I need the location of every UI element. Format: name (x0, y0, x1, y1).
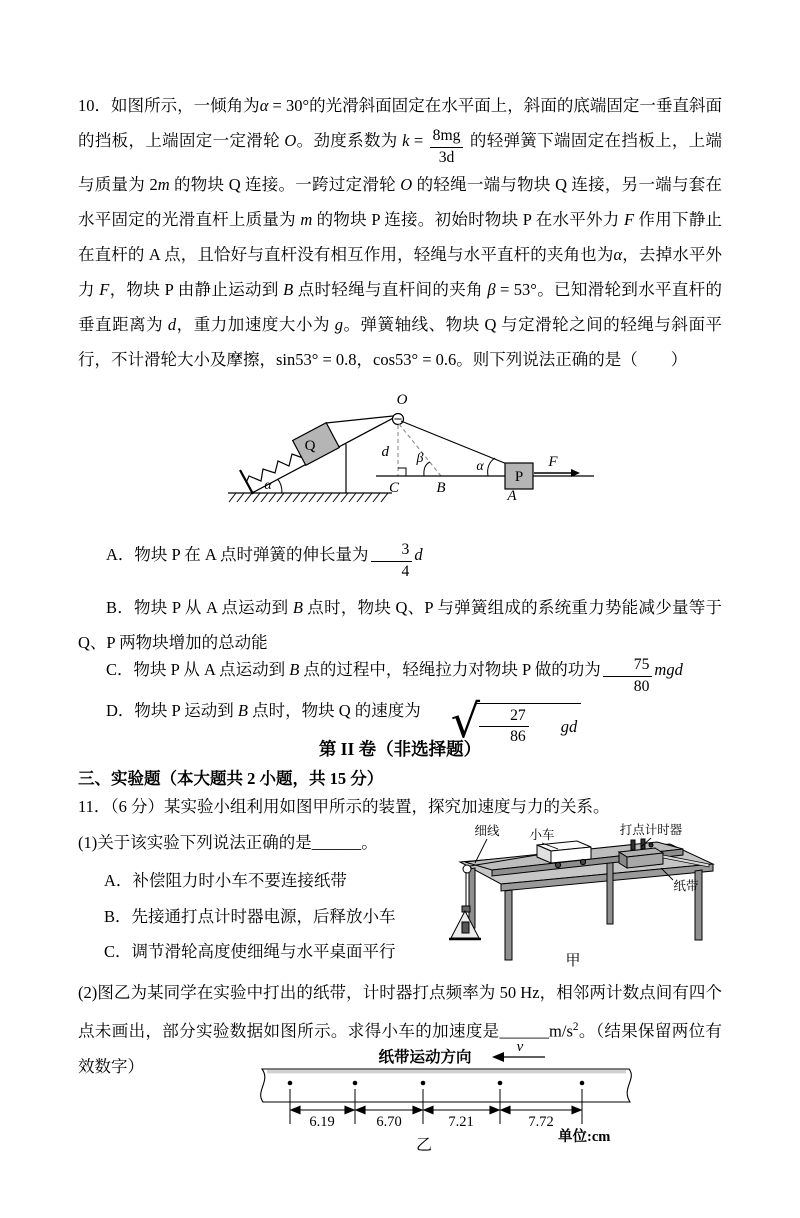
figure-jia-caption: 甲 (565, 953, 581, 969)
beta-label: β (416, 451, 424, 466)
velocity-label: v (516, 1039, 524, 1055)
q11-apparatus-figure (425, 812, 725, 972)
q11-part1: (1)关于该实验下列说法正确的是______。 (78, 833, 378, 852)
interval-2: 6.70 (376, 1114, 402, 1130)
hanging-weight (449, 906, 481, 939)
question-10-figure (0, 388, 800, 528)
q10-option-c: C．物块 P 从 A 点运动到 B 点的过程中，轻绳拉力对物块 P 做的功为 $\frac{75}{80}$ mgd (106, 656, 683, 695)
block-q-label: Q (304, 438, 316, 454)
part-ii-title: 第 II 卷（非选择题） (318, 739, 482, 759)
q10-option-a: A．物块 P 在 A 点时弹簧的伸长量为 $\frac{3}{4}$ d (106, 541, 423, 580)
spring (246, 451, 307, 483)
block-p-label: P (514, 469, 524, 485)
question-11-intro: 11．（6 分）某实验小组利用如图甲所示的装置，探究加速度与力的关系。 (78, 797, 610, 816)
thin-string-label: 细线 (474, 824, 500, 838)
section-3-title: 三、实验题（本大题共 2 小题，共 15 分） (78, 769, 384, 788)
rope-q-to-pulley (326, 416, 393, 423)
alpha-arc-base (278, 479, 283, 493)
timer-label: 打点计时器 (619, 823, 683, 837)
alpha-arc-rod (488, 458, 495, 476)
right-angle-mark (398, 468, 406, 476)
point-a-label: A (507, 488, 517, 504)
q10-option-d: D．物块 P 运动到 B 点时，物块 Q 的速度为 √ $\frac{27}{86}$ gd (78, 693, 722, 747)
beta-arc (424, 462, 430, 476)
q11-option-a: A．补偿阻力时小车不要连接纸带 (104, 871, 347, 890)
pulley-label: O (396, 392, 408, 408)
q11-tape-figure (0, 1038, 800, 1163)
alpha-rod-label: α (476, 459, 484, 474)
distance-d-label: d (381, 444, 389, 460)
figure-yi-caption: 乙 (415, 1137, 433, 1154)
q10-option-b: B．物块 P 从 A 点运动到 B 点时，物块 Q、P 与弹簧组成的系统重力势能减少量等于 Q、P 两物块增加的总动能 (78, 598, 723, 652)
tape-label: 纸带 (673, 879, 699, 893)
pulley-small (463, 865, 471, 873)
tape-outline (261, 1069, 632, 1102)
pulley (393, 414, 404, 425)
point-c-label: C (388, 480, 400, 496)
unit-label: 单位:cm (558, 1129, 611, 1145)
q11-part2: (2)图乙为某同学在实验中打出的纸带，计时器打点频率为 50 Hz，相邻两计数点间有四个点未画出，部分实验数据如图所示。求得小车的加速度是$\_\_\_\_\_\_m/s^2$。（结果保留两位有效数字） (78, 983, 723, 1076)
force-f-label: F (548, 454, 558, 470)
interval-3: 7.21 (448, 1114, 474, 1130)
tape-direction-label: 纸带运动方向 (378, 1049, 472, 1066)
point-b-label: B (436, 480, 446, 496)
interval-arrows (291, 1106, 581, 1113)
cart-label: 小车 (529, 828, 555, 842)
question-10-text: 10．如图所示，一倾角为α = 30°的光滑斜面固定在水平面上，斜面的底端固定一垂直斜面的挡板，上端固定一定滑轮 O。劲度系数为 k = $\frac{8mg}{3d}$ 的轻弹簧下端固定在挡板上，上端与质量为 2m 的物块 Q 连接。一跨过定滑轮 O 的轻绳一端与物块 Q 连接，另一端与套在水平固定的光滑直杆上质量为 m 的物块 P 连接。初始时物块 P 在水平外力 F 作用下静止在直杆的 A 点，且恰好与直杆没有相互作用，轻绳与水平直杆的夹角也为α，去掉水平外力 F，物块 P 由静止运动到 B 点时轻绳与直杆间的夹角 β = 53°。已知滑轮到水平直杆的垂直距离为 d，重力加速度大小为 g。弹簧轴线、物块 Q 与定滑轮之间的轻绳与斜面平行，不计滑轮大小及摩擦，sin53° = 0.8，cos53° = 0.6。则下列说法正确的是（ ） (78, 96, 723, 370)
interval-4: 7.72 (528, 1114, 554, 1130)
alpha-base-label: α (264, 478, 272, 493)
interval-1: 6.19 (309, 1114, 335, 1130)
q11-option-c: C．调节滑轮高度使细绳与水平桌面平行 (104, 942, 396, 961)
block-q (293, 423, 340, 466)
q11-option-b: B．先接通打点计时器电源，后释放小车 (104, 907, 396, 926)
